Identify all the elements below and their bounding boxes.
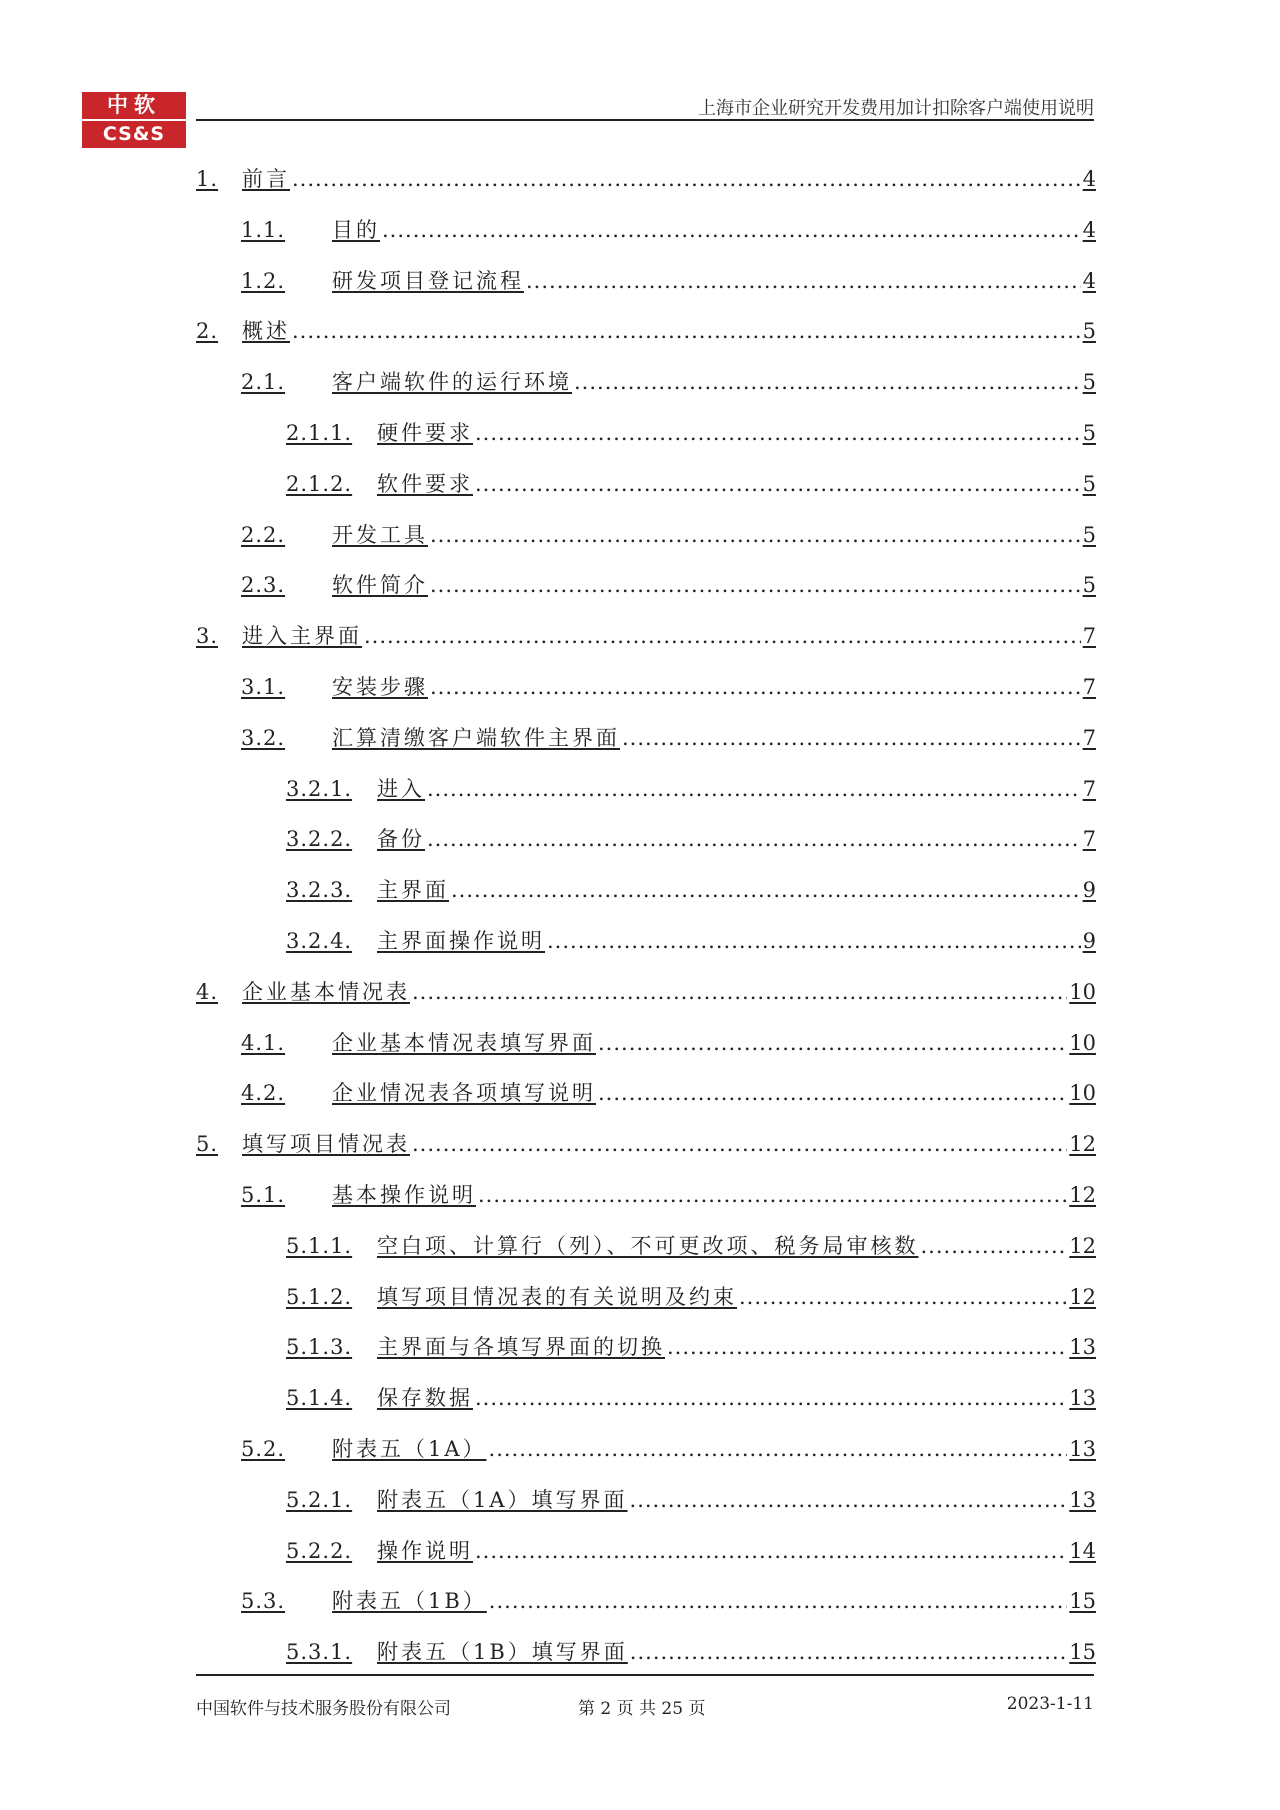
toc-entry-title[interactable]: 硬件要求 bbox=[377, 420, 473, 445]
toc-entry-number[interactable]: 5.1.4. bbox=[286, 1386, 353, 1411]
toc-dot-leader bbox=[382, 213, 1081, 247]
toc-entry-page[interactable]: 10 bbox=[1069, 1081, 1096, 1106]
toc-entry-title[interactable]: 备份 bbox=[377, 827, 425, 852]
toc-dot-leader bbox=[430, 518, 1081, 552]
toc-entry-title[interactable]: 目的 bbox=[332, 217, 380, 242]
toc-entry-number[interactable]: 5.1.3. bbox=[286, 1335, 353, 1360]
toc-entry[interactable] bbox=[196, 873, 1096, 924]
toc-entry-number[interactable]: 3.2.1. bbox=[286, 776, 353, 801]
toc-entry-number[interactable]: 1.1. bbox=[241, 217, 286, 242]
toc-entry-title[interactable]: 主界面操作说明 bbox=[377, 928, 545, 953]
header-divider bbox=[196, 119, 1094, 121]
toc-entry-title[interactable]: 进入 bbox=[377, 776, 425, 801]
toc-entry-number[interactable]: 3.2. bbox=[241, 725, 286, 750]
toc-dot-leader bbox=[427, 822, 1081, 856]
registered-mark: ® bbox=[178, 135, 187, 145]
toc-dot-leader bbox=[574, 365, 1081, 399]
toc-entry-title[interactable]: 企业基本情况表 bbox=[242, 979, 410, 1004]
toc-entry-page[interactable]: 9 bbox=[1082, 878, 1096, 903]
toc-entry-number[interactable]: 5.2. bbox=[241, 1436, 286, 1461]
toc-entry-number[interactable]: 4.1. bbox=[241, 1030, 286, 1055]
toc-entry-page[interactable]: 5 bbox=[1082, 573, 1096, 598]
toc-entry-number[interactable]: 5. bbox=[196, 1132, 219, 1157]
toc-entry-page[interactable]: 5 bbox=[1082, 420, 1096, 445]
toc-entry-title[interactable]: 附表五（1B） bbox=[332, 1589, 487, 1614]
toc-entry-title[interactable]: 企业情况表各项填写说明 bbox=[332, 1081, 596, 1106]
toc-entry-page[interactable]: 10 bbox=[1069, 979, 1096, 1004]
toc-entry[interactable] bbox=[196, 1076, 1096, 1127]
toc-dot-leader bbox=[622, 721, 1081, 755]
toc-dot-leader bbox=[630, 1483, 1068, 1517]
toc-entry-title[interactable]: 主界面 bbox=[377, 878, 449, 903]
toc-entry-page[interactable]: 12 bbox=[1069, 1182, 1096, 1207]
toc-entry-page[interactable]: 12 bbox=[1069, 1233, 1096, 1258]
toc-entry-number[interactable]: 5.3.1. bbox=[286, 1640, 353, 1665]
toc-entry-number[interactable]: 2.1. bbox=[241, 370, 286, 395]
toc-dot-leader bbox=[412, 1127, 1067, 1161]
toc-entry-title[interactable]: 附表五（1A）填写界面 bbox=[377, 1487, 628, 1512]
toc-entry-number[interactable]: 5.1. bbox=[241, 1182, 286, 1207]
toc-entry-number[interactable]: 5.2.2. bbox=[286, 1538, 353, 1563]
toc-entry[interactable] bbox=[196, 1280, 1096, 1331]
toc-dot-leader bbox=[598, 1026, 1067, 1060]
toc-entry-page[interactable]: 5 bbox=[1082, 471, 1096, 496]
document-title: 上海市企业研究开发费用加计扣除客户端使用说明 bbox=[698, 98, 1094, 119]
toc-entry-page[interactable]: 13 bbox=[1069, 1335, 1096, 1360]
toc-entry-number[interactable]: 1.2. bbox=[241, 268, 286, 293]
toc-dot-leader bbox=[489, 1432, 1068, 1466]
footer-divider bbox=[196, 1674, 1094, 1676]
toc-dot-leader bbox=[412, 975, 1067, 1009]
toc-entry-number[interactable]: 3.2.3. bbox=[286, 878, 353, 903]
toc-entry[interactable] bbox=[196, 1584, 1096, 1635]
toc-dot-leader bbox=[364, 619, 1081, 653]
toc-entry-title[interactable]: 客户端软件的运行环境 bbox=[332, 370, 572, 395]
toc-entry-page[interactable]: 10 bbox=[1069, 1030, 1096, 1055]
toc-entry[interactable] bbox=[196, 1330, 1096, 1381]
toc-entry-title[interactable]: 开发工具 bbox=[332, 522, 428, 547]
toc-entry-page[interactable]: 7 bbox=[1082, 725, 1096, 750]
toc-entry[interactable] bbox=[196, 975, 1096, 1026]
toc-entry-title[interactable]: 概述 bbox=[242, 319, 290, 344]
toc-entry-page[interactable]: 12 bbox=[1069, 1284, 1096, 1309]
toc-entry-title[interactable]: 附表五（1A） bbox=[332, 1436, 487, 1461]
company-logo bbox=[82, 92, 186, 148]
logo-latin-text: CS&S bbox=[82, 121, 186, 148]
toc-entry-number[interactable]: 2. bbox=[196, 319, 219, 344]
toc-entry-number[interactable]: 5.2.1. bbox=[286, 1487, 353, 1512]
toc-entry[interactable] bbox=[196, 1178, 1096, 1229]
toc-entry-page[interactable]: 7 bbox=[1082, 624, 1096, 649]
toc-entry[interactable] bbox=[196, 670, 1096, 721]
toc-entry[interactable] bbox=[196, 1483, 1096, 1534]
toc-entry[interactable] bbox=[196, 314, 1096, 365]
footer-page-info: 第 2 页 共 25 页 bbox=[578, 1699, 706, 1719]
toc-entry[interactable] bbox=[196, 1229, 1096, 1280]
toc-entry-title[interactable]: 企业基本情况表填写界面 bbox=[332, 1030, 596, 1055]
toc-dot-leader bbox=[489, 1584, 1067, 1618]
toc-dot-leader bbox=[292, 162, 1081, 196]
toc-dot-leader bbox=[478, 1178, 1067, 1212]
toc-entry[interactable] bbox=[196, 619, 1096, 670]
toc-entry-page[interactable]: 13 bbox=[1069, 1487, 1096, 1512]
toc-entry-page[interactable]: 15 bbox=[1069, 1589, 1096, 1614]
toc-entry[interactable] bbox=[196, 365, 1096, 416]
toc-entry-number[interactable]: 5.1.1. bbox=[286, 1233, 353, 1258]
toc-dot-leader bbox=[547, 924, 1081, 958]
toc-entry-number[interactable]: 5.3. bbox=[241, 1589, 286, 1614]
toc-entry-title[interactable]: 前言 bbox=[242, 167, 290, 191]
toc-dot-leader bbox=[667, 1330, 1067, 1364]
toc-entry-title[interactable]: 空白项、计算行（列）、不可更改项、税务局审核数 bbox=[377, 1233, 919, 1258]
toc-entry-number[interactable]: 3. bbox=[196, 624, 219, 649]
toc-entry-page[interactable]: 4 bbox=[1082, 217, 1096, 242]
toc-entry[interactable] bbox=[196, 1127, 1096, 1178]
toc-entry-title[interactable]: 研发项目登记流程 bbox=[332, 268, 524, 293]
toc-entry-page[interactable]: 7 bbox=[1082, 827, 1096, 852]
toc-dot-leader bbox=[292, 314, 1081, 348]
toc-entry-number[interactable]: 3.1. bbox=[241, 674, 286, 699]
logo-chinese-text: 中软 bbox=[82, 92, 186, 119]
toc-entry-number[interactable]: 3.2.4. bbox=[286, 928, 353, 953]
toc-entry[interactable] bbox=[196, 772, 1096, 823]
toc-entry-title[interactable]: 主界面与各填写界面的切换 bbox=[377, 1335, 665, 1360]
toc-entry-number[interactable]: 4.2. bbox=[241, 1081, 286, 1106]
toc-entry[interactable] bbox=[196, 822, 1096, 873]
toc-dot-leader bbox=[451, 873, 1081, 907]
toc-entry-title[interactable]: 安装步骤 bbox=[332, 674, 428, 699]
toc-dot-leader bbox=[739, 1280, 1067, 1314]
toc-entry-title[interactable]: 填写项目情况表的有关说明及约束 bbox=[377, 1284, 737, 1309]
toc-entry-number[interactable]: 2.1.1. bbox=[286, 420, 353, 445]
footer-company: 中国软件与技术服务股份有限公司 bbox=[196, 1699, 451, 1719]
toc-entry-title[interactable]: 进入主界面 bbox=[242, 624, 362, 649]
toc-entry-title[interactable]: 软件简介 bbox=[332, 573, 428, 598]
toc-entry-title[interactable]: 基本操作说明 bbox=[332, 1182, 476, 1207]
toc-entry[interactable] bbox=[196, 467, 1096, 518]
toc-entry-number[interactable]: 2.2. bbox=[241, 522, 286, 547]
toc-entry-number[interactable]: 2.1.2. bbox=[286, 471, 353, 496]
toc-dot-leader bbox=[427, 772, 1081, 806]
toc-entry-number[interactable]: 3.2.2. bbox=[286, 827, 353, 852]
toc-entry-title[interactable]: 软件要求 bbox=[377, 471, 473, 496]
toc-entry[interactable] bbox=[196, 924, 1096, 975]
toc-entry-page[interactable]: 7 bbox=[1082, 776, 1096, 801]
toc-entry-page[interactable]: 13 bbox=[1069, 1386, 1096, 1411]
toc-entry-page[interactable]: 5 bbox=[1082, 319, 1096, 344]
toc-entry-number[interactable]: 4. bbox=[196, 979, 219, 1004]
toc-entry[interactable] bbox=[196, 1534, 1096, 1585]
toc-entry[interactable] bbox=[196, 518, 1096, 569]
toc-entry[interactable] bbox=[196, 264, 1096, 315]
toc-entry-page[interactable]: 5 bbox=[1082, 522, 1096, 547]
toc-entry-page[interactable]: 4 bbox=[1082, 268, 1096, 293]
toc-entry-page[interactable]: 12 bbox=[1069, 1132, 1096, 1157]
toc-dot-leader bbox=[526, 264, 1081, 298]
toc-dot-leader bbox=[630, 1635, 1067, 1669]
toc-dot-leader bbox=[598, 1076, 1067, 1110]
toc-entry[interactable] bbox=[196, 213, 1096, 264]
toc-entry-page[interactable]: 15 bbox=[1069, 1640, 1096, 1665]
toc-entry[interactable] bbox=[196, 1026, 1096, 1077]
toc-entry[interactable] bbox=[196, 721, 1096, 772]
toc-entry-title[interactable]: 操作说明 bbox=[377, 1538, 473, 1563]
toc-dot-leader bbox=[475, 1381, 1067, 1415]
toc-dot-leader bbox=[430, 670, 1081, 704]
toc-dot-leader bbox=[430, 568, 1081, 602]
toc-entry-page[interactable]: 14 bbox=[1069, 1538, 1096, 1563]
toc-entry[interactable] bbox=[196, 1635, 1096, 1686]
toc-dot-leader bbox=[475, 467, 1081, 501]
toc-entry-title[interactable]: 填写项目情况表 bbox=[242, 1132, 410, 1157]
toc-entry-title[interactable]: 保存数据 bbox=[377, 1386, 473, 1411]
toc-dot-leader bbox=[921, 1229, 1068, 1263]
toc-entry[interactable] bbox=[196, 568, 1096, 619]
toc-entry-number[interactable]: 1. bbox=[196, 167, 219, 191]
toc-entry-number[interactable]: 5.1.2. bbox=[286, 1284, 353, 1309]
footer-date: 2023-1-11 bbox=[1006, 1694, 1094, 1714]
toc-entry-page[interactable]: 9 bbox=[1082, 928, 1096, 953]
toc-entry[interactable] bbox=[196, 416, 1096, 467]
toc-entry-page[interactable]: 4 bbox=[1082, 167, 1096, 191]
toc-entry[interactable] bbox=[196, 1381, 1096, 1432]
toc-entry-page[interactable]: 7 bbox=[1082, 674, 1096, 699]
toc-entry-page[interactable]: 5 bbox=[1082, 370, 1096, 395]
toc-entry[interactable] bbox=[196, 1432, 1096, 1483]
toc-entry-title[interactable]: 汇算清缴客户端软件主界面 bbox=[332, 725, 620, 750]
toc-dot-leader bbox=[475, 1534, 1067, 1568]
toc-entry[interactable] bbox=[196, 162, 1096, 213]
toc-entry-number[interactable]: 2.3. bbox=[241, 573, 286, 598]
toc-entry-title[interactable]: 附表五（1B）填写界面 bbox=[377, 1640, 628, 1665]
toc-entry-page[interactable]: 13 bbox=[1069, 1436, 1096, 1461]
toc-dot-leader bbox=[475, 416, 1081, 450]
table-of-contents bbox=[196, 162, 1096, 1686]
